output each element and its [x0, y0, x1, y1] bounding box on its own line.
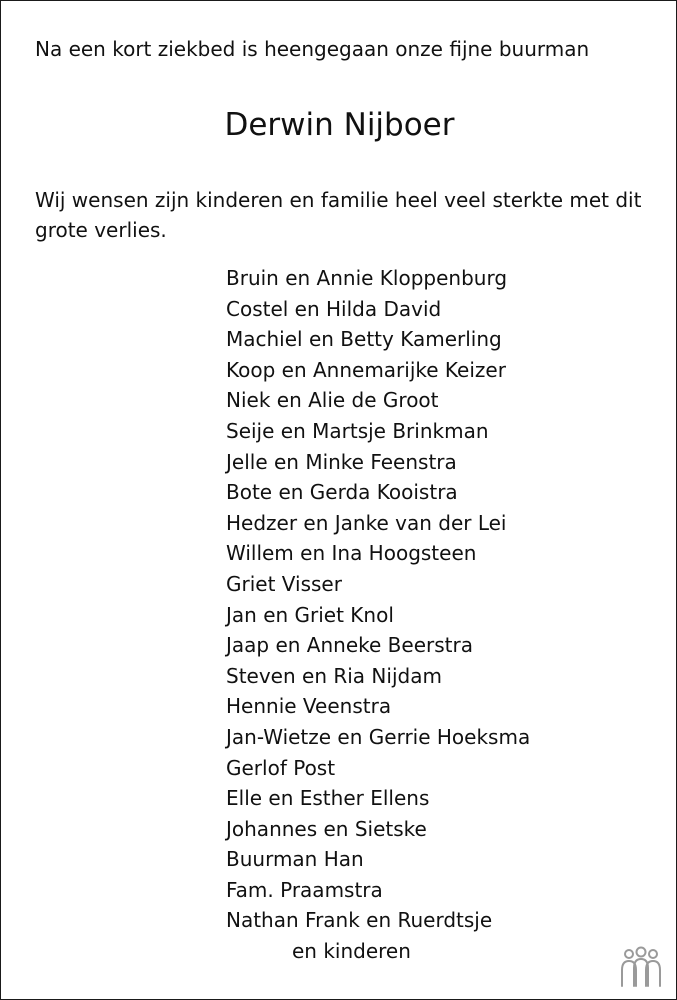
signer-item: Koop en Annemarijke Keizer	[226, 357, 506, 382]
signer-item: Seije en Martsje Brinkman	[226, 418, 489, 443]
signer-item: Buurman Han	[226, 847, 364, 872]
signer-item: Griet Visser	[226, 571, 342, 596]
condolence-message: Wij wensen zijn kinderen en familie heel veel sterkte met dit grote verlies.	[35, 188, 642, 242]
signer-item: Niek en Alie de Groot	[226, 388, 439, 413]
signer-item: Jan en Griet Knol	[226, 602, 394, 627]
signer-item: Hennie Veenstra	[226, 694, 392, 719]
signer-item: Machiel en Betty Kamerling	[226, 327, 502, 352]
signer-item: Jelle en Minke Feenstra	[226, 449, 457, 474]
signer-item: Bote en Gerda Kooistra	[226, 480, 458, 505]
signer-list	[226, 263, 530, 936]
signer-item: Costel en Hilda David	[226, 296, 442, 321]
signer-item: Fam. Praamstra	[226, 877, 383, 902]
closing-line: en kinderen	[292, 939, 411, 963]
signer-item: Nathan Frank en Ruerdtsje	[226, 908, 493, 933]
intro-text: Na een kort ziekbed is heengegaan onze fijne buurman	[35, 37, 590, 61]
signer-item: Bruin en Annie Kloppenburg	[226, 266, 508, 290]
signer-item: Jan-Wietze en Gerrie Hoeksma	[226, 724, 531, 749]
signer-item: Johannes en Sietske	[226, 816, 427, 841]
people-group-icon	[618, 946, 664, 988]
signer-item: Jaap en Anneke Beerstra	[226, 633, 473, 658]
signer-item: Gerlof Post	[226, 755, 336, 780]
signer-item: Hedzer en Janke van der Lei	[226, 510, 507, 535]
signer-item: Willem en Ina Hoogsteen	[226, 541, 477, 566]
signer-item: Steven en Ria Nijdam	[226, 663, 442, 688]
deceased-name: Derwin Nijboer	[224, 107, 455, 143]
signer-item: Elle en Esther Ellens	[226, 786, 430, 811]
